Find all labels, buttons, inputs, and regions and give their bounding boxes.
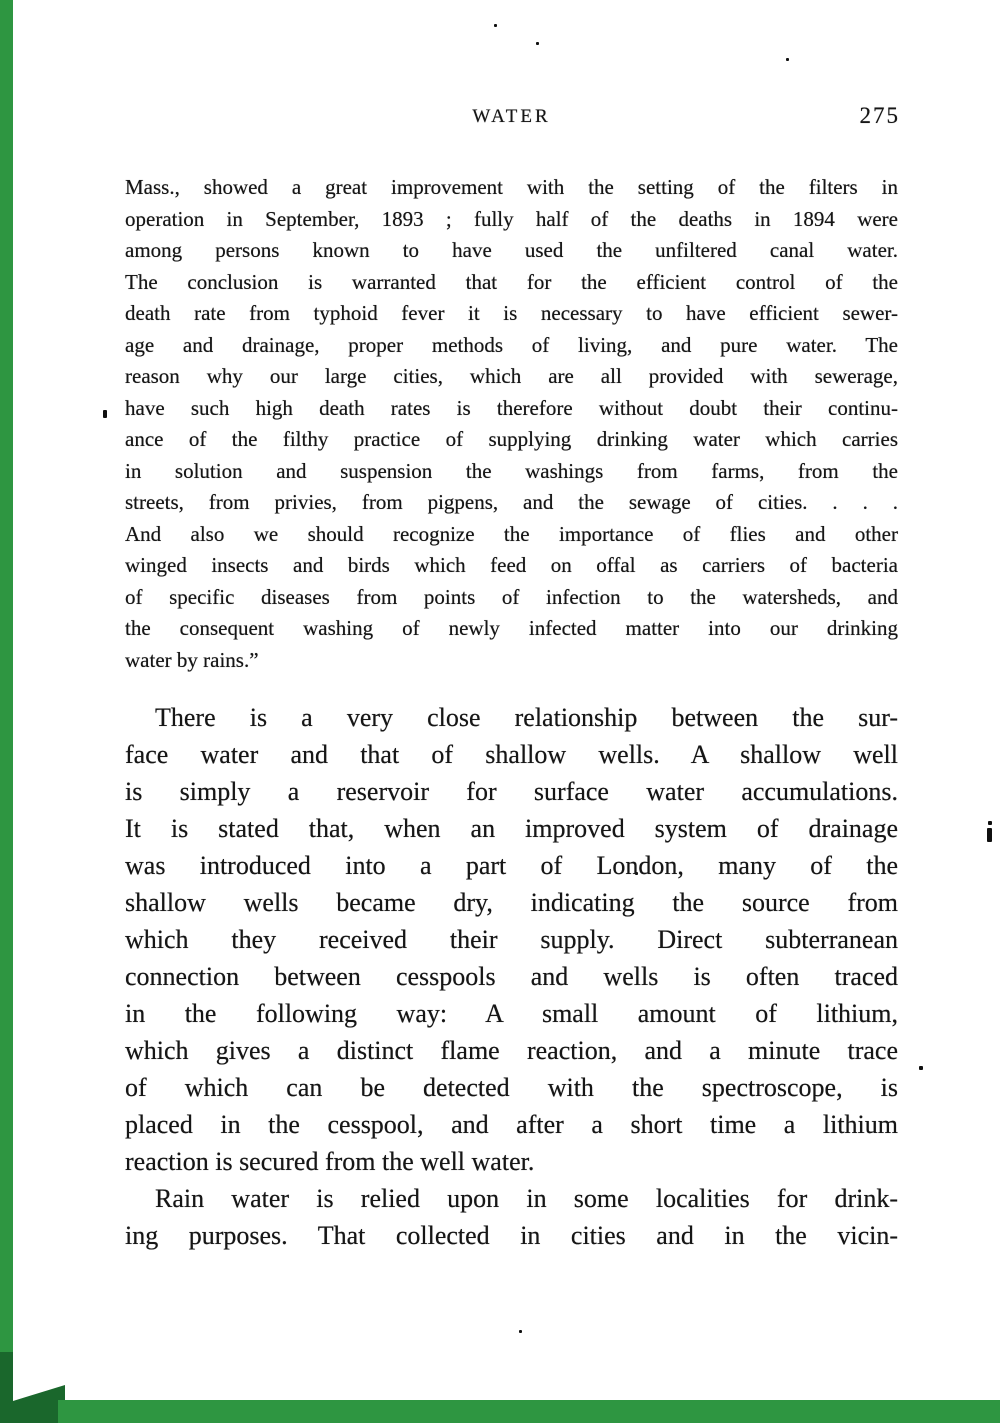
scan-speck [103,410,107,418]
text-line: in the following way: A small amount of lithium, [125,999,898,1028]
text-line: placed in the cesspool, and after a short time a lithium [125,1110,898,1139]
text-line: reason why our large cities, which are all provided with sewerage, [125,364,898,388]
scan-speck [919,1066,923,1070]
scan-speck [519,1330,522,1333]
text-line: age and drainage, proper methods of living, and pure water. The [125,332,898,357]
text-line: in solution and suspension the washings from farms, from the [125,458,898,483]
text-line: have such high death rates is therefore without doubt their continu- [125,395,898,420]
text-line: ance of the filthy practice of supplying drinking water which carries [125,427,898,451]
text-line: of specific diseases from points of infection to the watersheds, and [125,584,898,609]
text-line: operation in September, 1893 ; fully half of the deaths in 1894 were [125,206,898,231]
text-line: And also we should recognize the importance of flies and other [125,521,898,546]
text-line: which gives a distinct flame reaction, and a minute trace [125,1036,898,1065]
scan-edge-bottom [58,1400,1000,1423]
scan-edge-left-dark [0,1352,13,1423]
blockquote-excerpt [125,172,898,676]
text-line: There is a very close relationship between the sur- [155,703,898,732]
text-line: death rate from typhoid fever it is necessary to have efficient sewer- [125,301,898,325]
text-line: among persons known to have used the unfiltered canal water. [125,238,898,262]
text-line: of which can be detected with the spectroscope, is [125,1073,898,1102]
running-title: WATER [472,106,551,127]
text-line: was introduced into a part of London, many of the [125,851,898,880]
text-line: shallow wells became dry, indicating the source from [125,888,898,917]
scan-speck [987,828,992,842]
text-line: face water and that of shallow wells. A shallow well [125,740,898,769]
text-line: winged insects and birds which feed on offal as carriers of bacteria [125,553,898,577]
text-line: the consequent washing of newly infected matter into our drinking [125,616,898,640]
scan-edge-left [0,0,13,1423]
page-content [125,0,898,1254]
text-line: connection between cesspools and wells is often traced [125,962,898,991]
text-line: is simply a reservoir for surface water accumulations. [125,777,898,806]
scan-speck [988,821,992,825]
text-line: which they received their supply. Direct subterranean [125,925,898,954]
text-line: Mass., showed a great improvement with the setting of the filters in [125,175,898,199]
body-paragraph-1 [125,699,898,1180]
text-line: ing purposes. That collected in cities and in the vicin- [125,1221,898,1250]
text-line: It is stated that, when an improved system of drainage [125,814,898,843]
text-line: reaction is secured from the well water. [125,1147,535,1176]
text-line: streets, from privies, from pigpens, and the sewage of cities. . . . [125,490,898,514]
body-paragraph-2 [125,1180,898,1254]
text-line: The conclusion is warranted that for the efficient control of the [125,269,898,294]
text-line: water by rains.” [125,647,259,672]
page-number: 275 [859,103,900,128]
text-line: Rain water is relied upon in some localities for drink- [155,1184,898,1213]
running-head [125,103,900,136]
